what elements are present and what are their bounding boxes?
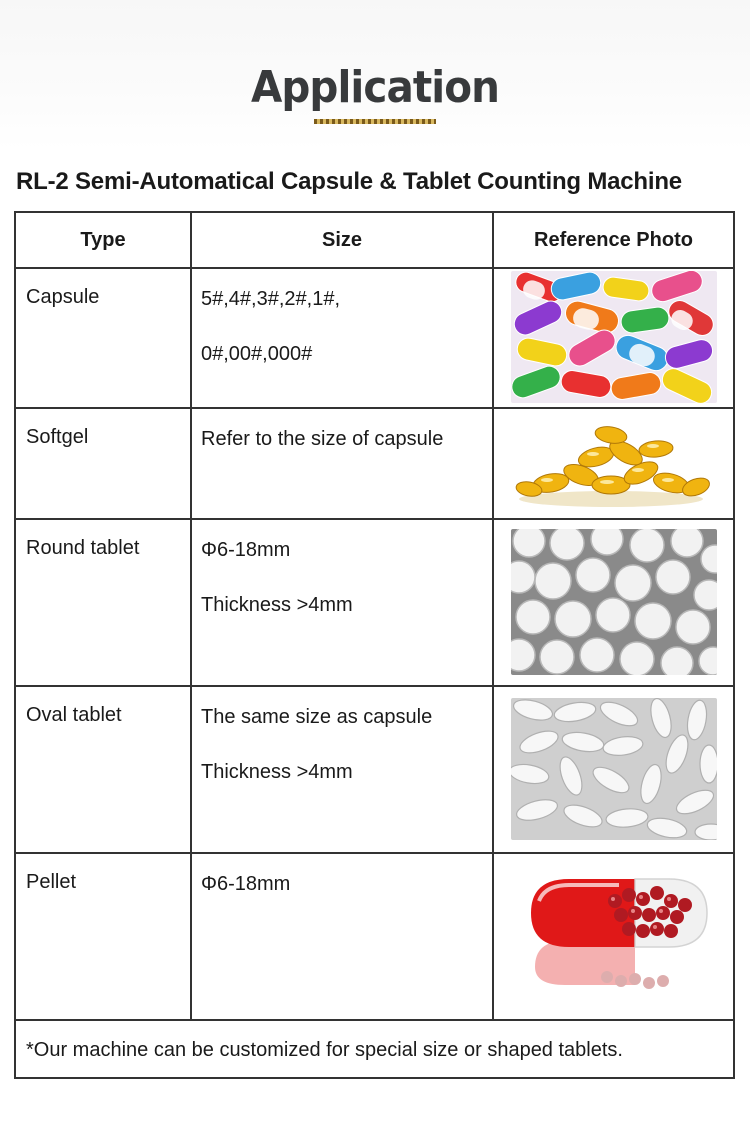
row-type: Softgel [15,408,191,519]
table-row [15,408,734,519]
oval-white-tablets-image [511,698,717,840]
row-size [191,686,493,853]
machine-title: RL-2 Semi-Automatical Capsule & Tablet Counting Machine [16,168,682,195]
heading-underline [314,119,436,124]
row-type: Capsule [15,268,191,408]
header-type: Type [15,212,191,268]
spec-table [14,211,735,1079]
size-line: Φ6-18mm [201,873,291,895]
size-line: The same size as capsule [201,706,433,728]
table-header-row [15,212,734,268]
round-white-tablets-image [511,529,717,675]
table-footnote-row [15,1020,734,1078]
table-row [15,268,734,408]
row-type: Round tablet [15,519,191,686]
size-line: Thickness >4mm [201,594,353,616]
table-row [15,686,734,853]
row-type: Oval tablet [15,686,191,853]
table-row [15,519,734,686]
row-type: Pellet [15,853,191,1020]
row-size [191,408,493,519]
row-photo [493,408,734,519]
row-size [191,519,493,686]
size-line: Φ6-18mm [201,539,291,561]
colorful-capsules-image [511,271,717,403]
row-photo [493,686,734,853]
size-line: 5#,4#,3#,2#,1#, [201,288,341,310]
header-reference-photo: Reference Photo [493,212,734,268]
table-row [15,853,734,1020]
row-size [191,268,493,408]
red-capsule-with-pellets-image [511,861,717,1011]
row-size [191,853,493,1020]
size-line: Thickness >4mm [201,761,353,783]
row-photo [493,519,734,686]
header-size: Size [191,212,493,268]
footnote: *Our machine can be customized for special size or shaped tablets. [15,1020,734,1078]
size-line: 0#,00#,000# [201,343,313,365]
page-heading: Application [250,62,500,113]
softgel-capsules-image [511,413,717,513]
row-photo [493,268,734,408]
row-photo [493,853,734,1020]
size-line: Refer to the size of capsule [201,428,444,450]
